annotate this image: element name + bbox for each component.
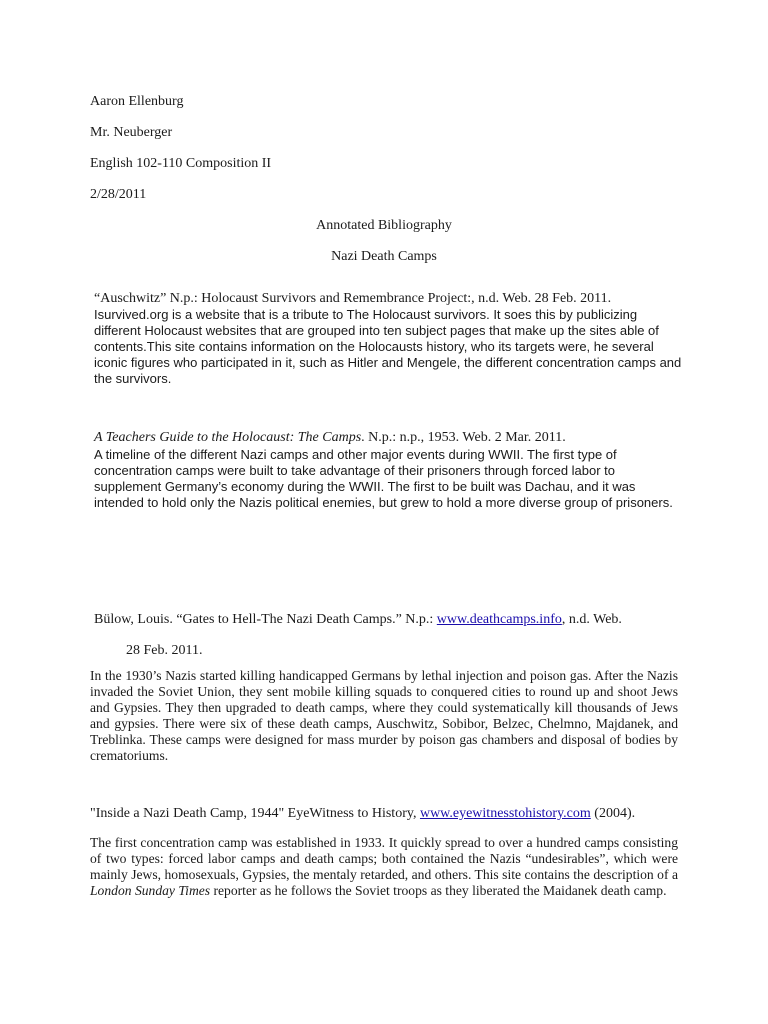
course-name: English 102-110 Composition II: [90, 156, 272, 171]
entry-3-citation: [94, 612, 622, 628]
document-subtitle: Nazi Death Camps: [331, 249, 437, 264]
entry-3-citation-pre: Bülow, Louis. “Gates to Hell-The Nazi Death Camps.” N.p.:: [94, 612, 437, 627]
entry-4-citation-pre: "Inside a Nazi Death Camp, 1944" EyeWitness to History,: [90, 806, 420, 821]
entry-4-citation: [90, 806, 635, 822]
entry-2-annotation: A timeline of the different Nazi camps and other major events during WWII. The first type of concentration camps were built to take advantage of their prisoners through forced labor to supplement Germany’s economy during the WWII. The first to be built was Dachau, and it was intended to hold only the Nazis political enemies, but grew to hold a more diverse group of prisoners.: [94, 447, 673, 510]
entry-1-annotation: Isurvived.org is a website that is a tribute to The Holocaust survivors. It soes this by publicizing different Holocaust websites that are grouped into ten subject pages that make up the sites able of contents.This site contains information on the Holocausts history, who its targets were, he several iconic figures who participated in it, such as Hitler and Mengele, the different concentration camps and the survivors.: [94, 307, 682, 386]
document-title: Annotated Bibliography: [316, 218, 452, 233]
entry-2-citation-title: A Teachers Guide to the Holocaust: The Camps: [94, 430, 362, 445]
instructor-name: Mr. Neuberger: [90, 125, 173, 140]
eyewitness-link[interactable]: www.eyewitnesstohistory.com: [419, 806, 591, 821]
entry-4-annotation-post: reporter as he follows the Soviet troops as they liberated the Maidanek death camp.: [210, 883, 667, 898]
entry-4-citation-post: (2004).: [590, 806, 636, 821]
entry-2-citation-rest: . N.p.: n.p., 1953. Web. 2 Mar. 2011.: [361, 430, 566, 445]
entry-4-annotation: [90, 835, 678, 899]
entry-4-annotation-pre: The first concentration camp was established in 1933. It quickly spread to over a hundred camps consisting of two types: forced labor camps and death camps; both contained the Nazis “undesirables”, which were mainly Jews, homosexuals, Gypsies, the mentaly retarded, and others. This site contains the description of a: [90, 835, 678, 882]
entry-2-citation: [94, 430, 566, 446]
entry-3-citation-post: , n.d. Web.: [561, 612, 622, 627]
entry-1-citation: “Auschwitz” N.p.: Holocaust Survivors and Remembrance Project:, n.d. Web. 28 Feb. 2011.: [94, 291, 612, 306]
entry-3-citation-date: 28 Feb. 2011.: [126, 643, 203, 658]
entry-3-annotation: In the 1930’s Nazis started killing handicapped Germans by lethal injection and poison gas. After the Nazis invaded the Soviet Union, they sent mobile killing squads to conquered cities to round up and shoot Jews and Gypsies. They then upgraded to death camps, where they could systematically kill thousands of Jews and gypsies. There were six of these death camps, Auschwitz, Sobibor, Belzec, Chelmno, Majdanek, and Treblinka. These camps were designed for mass murder by poison gas chambers and disposal of bodies by crematoriums.: [90, 668, 678, 763]
document-date: 2/28/2011: [90, 187, 147, 202]
author-name: Aaron Ellenburg: [90, 94, 184, 109]
entry-4-annotation-italic: London Sunday Times: [90, 883, 211, 898]
deathcamps-link[interactable]: www.deathcamps.info: [436, 612, 562, 627]
